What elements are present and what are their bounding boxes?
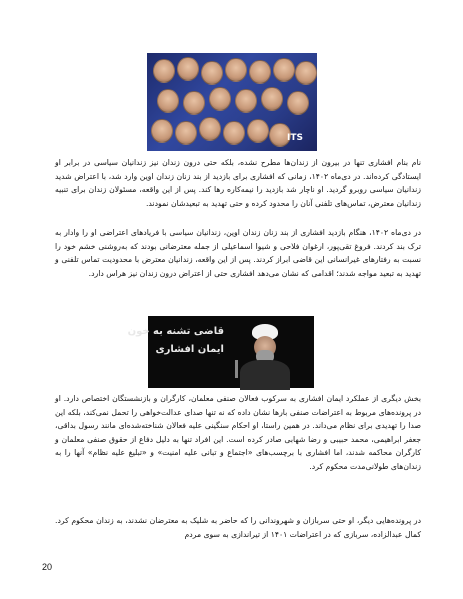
portrait-face: [249, 60, 271, 84]
portrait-face: [223, 121, 245, 145]
portrait-face: [209, 87, 231, 111]
portrait-face: [247, 119, 269, 143]
portrait-face: [177, 57, 199, 81]
portrait-face: [151, 119, 173, 143]
paragraph-soldiers: در پرونده‌هایی دیگر، او حتی سربازان و شهروندانی را که حاضر به شلیک به معترضان نشدند، به زندان محکوم کرد. کمال عبدالزاده، سربازی که در اعتراضات ۱۴۰۱ از تیراندازی به سوی مردم: [55, 516, 421, 539]
robe-shape: [240, 360, 290, 390]
image-title-line2: ایمان افشاری: [155, 344, 224, 355]
microphone-shape: [235, 360, 238, 378]
judge-afshari-image: [127, 316, 314, 388]
paragraph-prison-protest: نام بنام افشاری تنها در بیرون از زندان‌ها مطرح نشده، بلکه حتی درون زندان نیز زندانیان سیاسی در برابر او ایستادگی کرده‌اند. در دی‌ماه ۱۴۰۲، زمانی که افشاری برای بازدید از بند زنان زندان اوین وارد شد، با اعتراض شدید زندانیان سیاسی روبرو گردید. او ناچار شد بازدید را نیمه‌کاره رها کند. پس از این واقعه، مسئولان زندان برای تنبیه زندانیان معترض، تماس‌های تلفنی آنان را محدود کرده و حتی تهدید به تبعیدشان نمودند.: [55, 158, 421, 208]
portrait-face: [201, 61, 223, 85]
paragraph-union-activists: بخش دیگری از عملکرد ایمان افشاری به سرکوب فعالان صنفی معلمان، کارگران و بازنشستگان اختصاص دارد. او در پرونده‌های مربوط به اعتراضات صنفی بارها نشان داده که نه تنها صدای عدالت‌خواهی را تحمل نمی‌کند، بلکه این صدا را تهدیدی برای نظام می‌داند. در همین راستا، او احکام سنگینی علیه فعالان شناخته‌شده‌ای مانند رسول بداقی، جعفر ابراهیمی، محمد حبیبی و رضا شهابی صادر کرده است. این افراد تنها به دلیل دفاع از حقوق صنفی معلمان و کارگران محاکمه شدند، اما افشاری با برچسب‌های «اجتماع و تبانی علیه امنیت» و «تبلیغ علیه نظام» آنها را به زندان‌های طولانی‌مدت محکوم کرد.: [55, 394, 421, 471]
image-watermark: ITS: [287, 133, 303, 143]
portrait-face: [153, 59, 175, 83]
portrait-face: [235, 89, 257, 113]
page-number: 20: [42, 562, 53, 572]
portrait-face: [199, 117, 221, 141]
portrait-face: [183, 91, 205, 115]
portrait-face: [295, 61, 317, 85]
portrait-face: [157, 89, 179, 113]
portrait-face: [273, 58, 295, 82]
image-title-line1: قاضی تشنه به خون: [127, 326, 224, 337]
portrait-face: [287, 91, 309, 115]
portrait-face: [225, 58, 247, 82]
portrait-face: [261, 87, 283, 111]
protester-collage-image: [147, 53, 317, 151]
paragraph-evin-visit: در دی‌ماه ۱۴۰۲، هنگام بازدید افشاری از بند زنان زندان اوین، زندانیان سیاسی با فریادهای اعتراضی او را وادار به ترک بند کردند. فروغ تقی‌پور، ارغوان فلاحی و شیوا اسماعیلی از جمله معترضانی بودند که به‌روشنی خشم خود را نسبت به رفتارهای غیرانسانی این قاضی ابراز کردند. پس از این واقعه، زندانیان معترض با محدودیت تماس تلفنی و تهدید به تبعید مواجه شدند؛ اقدامی که نشان می‌دهد افشاری حتی از اعتراض درون زندان نیز هراس دارد.: [55, 228, 422, 278]
portrait-face: [175, 121, 197, 145]
